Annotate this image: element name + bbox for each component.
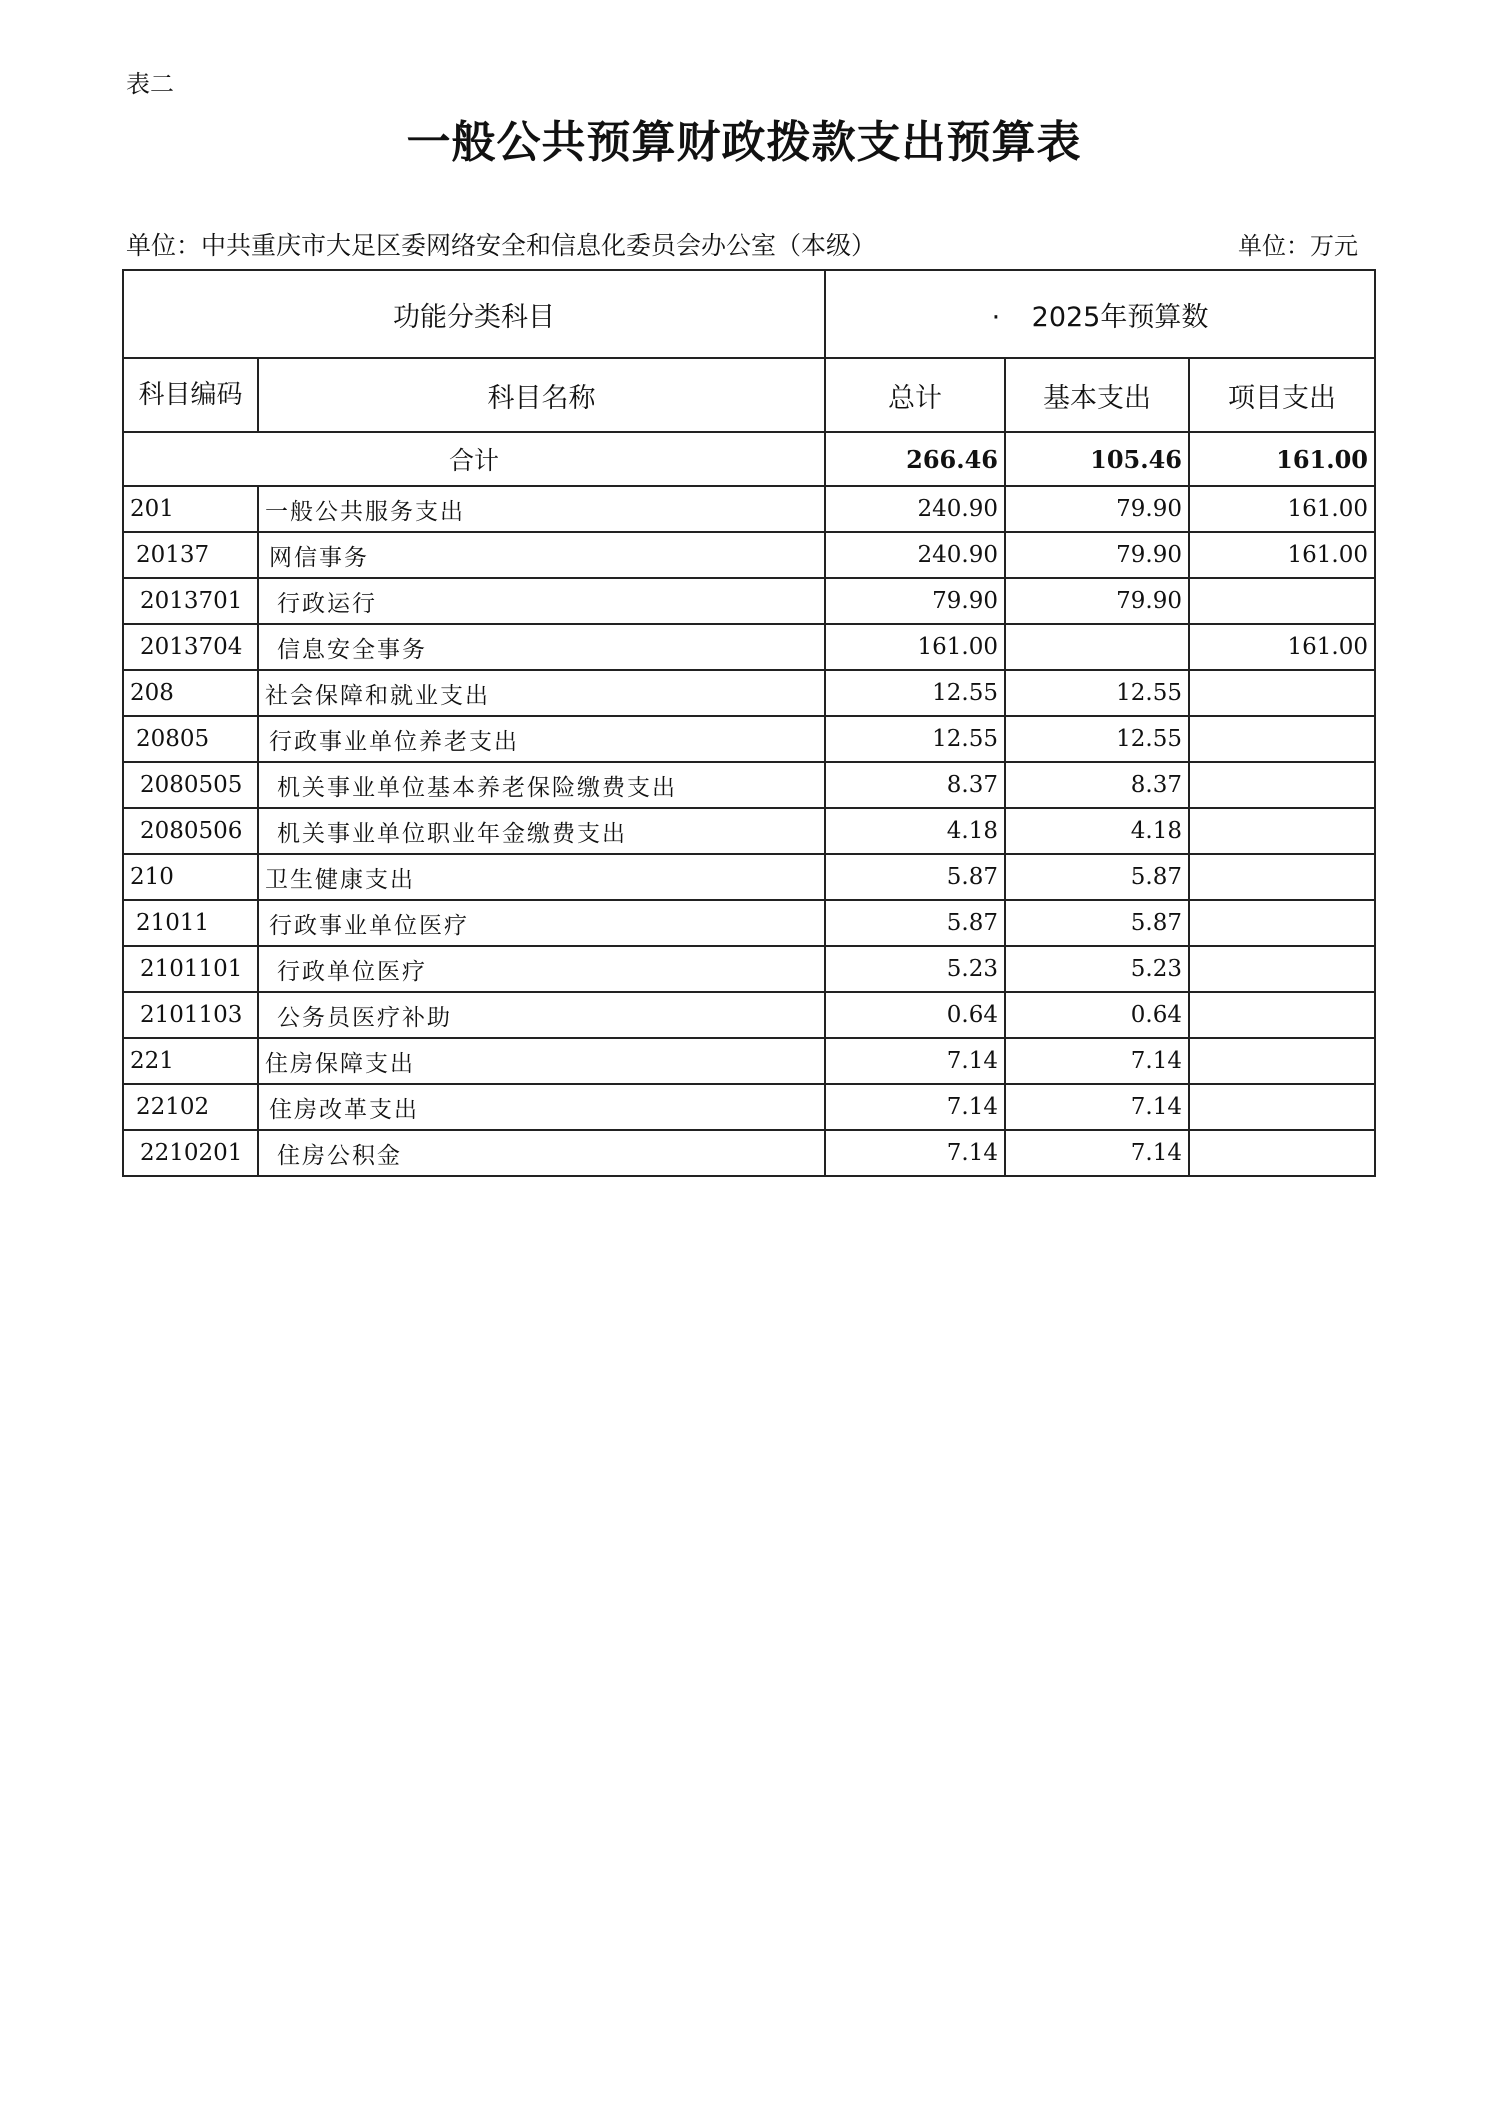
row-total: 5.87 xyxy=(825,854,1005,900)
header-year-budget xyxy=(825,270,1375,358)
total-project: 161.00 xyxy=(1189,432,1375,486)
header-year-budget-mark: · xyxy=(991,301,1001,333)
row-name: 机关事业单位职业年金缴费支出 xyxy=(258,808,825,854)
row-name: 信息安全事务 xyxy=(258,624,825,670)
header-total: 总计 xyxy=(825,358,1005,432)
row-code: 21011 xyxy=(123,900,258,946)
row-total: 240.90 xyxy=(825,532,1005,578)
row-project: 161.00 xyxy=(1189,624,1375,670)
row-project xyxy=(1189,578,1375,624)
row-name: 行政事业单位医疗 xyxy=(258,900,825,946)
row-total: 79.90 xyxy=(825,578,1005,624)
row-project xyxy=(1189,992,1375,1038)
row-basic: 0.64 xyxy=(1005,992,1189,1038)
row-basic: 7.14 xyxy=(1005,1084,1189,1130)
row-project xyxy=(1189,716,1375,762)
row-name: 社会保障和就业支出 xyxy=(258,670,825,716)
table-row xyxy=(123,1038,1375,1084)
row-total: 240.90 xyxy=(825,486,1005,532)
row-total: 12.55 xyxy=(825,716,1005,762)
unit-organization: 单位：中共重庆市大足区委网络安全和信息化委员会办公室（本级） xyxy=(126,231,877,260)
row-basic: 5.87 xyxy=(1005,854,1189,900)
header-project: 项目支出 xyxy=(1189,358,1375,432)
row-total: 4.18 xyxy=(825,808,1005,854)
row-project xyxy=(1189,854,1375,900)
table-row xyxy=(123,1084,1375,1130)
table-row xyxy=(123,670,1375,716)
row-code: 2013701 xyxy=(123,578,258,624)
row-basic: 12.55 xyxy=(1005,670,1189,716)
row-project xyxy=(1189,762,1375,808)
table-row xyxy=(123,486,1375,532)
total-label: 合计 xyxy=(123,432,825,486)
row-basic: 5.87 xyxy=(1005,900,1189,946)
row-name: 行政事业单位养老支出 xyxy=(258,716,825,762)
row-name: 行政运行 xyxy=(258,578,825,624)
table-row xyxy=(123,624,1375,670)
page-title: 一般公共预算财政拨款支出预算表 xyxy=(406,117,1082,168)
row-project xyxy=(1189,946,1375,992)
row-code: 2080506 xyxy=(123,808,258,854)
row-code: 20805 xyxy=(123,716,258,762)
table-row xyxy=(123,716,1375,762)
row-code: 208 xyxy=(123,670,258,716)
total-total: 266.46 xyxy=(825,432,1005,486)
row-project: 161.00 xyxy=(1189,486,1375,532)
row-code: 2080505 xyxy=(123,762,258,808)
table-row xyxy=(123,578,1375,624)
header-row-1 xyxy=(123,270,1375,358)
table-row xyxy=(123,1130,1375,1176)
table-row xyxy=(123,946,1375,992)
row-basic: 79.90 xyxy=(1005,532,1189,578)
row-total: 5.87 xyxy=(825,900,1005,946)
budget-table xyxy=(122,269,1376,1177)
row-total: 7.14 xyxy=(825,1084,1005,1130)
row-basic: 7.14 xyxy=(1005,1130,1189,1176)
table-row xyxy=(123,532,1375,578)
header-row-2 xyxy=(123,358,1375,432)
row-project xyxy=(1189,1038,1375,1084)
total-row xyxy=(123,432,1375,486)
row-basic: 12.55 xyxy=(1005,716,1189,762)
table-row xyxy=(123,808,1375,854)
row-basic: 4.18 xyxy=(1005,808,1189,854)
row-project xyxy=(1189,808,1375,854)
row-basic: 79.90 xyxy=(1005,486,1189,532)
row-project xyxy=(1189,1084,1375,1130)
header-name: 科目名称 xyxy=(258,358,825,432)
table-row xyxy=(123,900,1375,946)
row-code: 22102 xyxy=(123,1084,258,1130)
table-row xyxy=(123,854,1375,900)
total-basic: 105.46 xyxy=(1005,432,1189,486)
row-code: 2101101 xyxy=(123,946,258,992)
row-project xyxy=(1189,670,1375,716)
row-name: 公务员医疗补助 xyxy=(258,992,825,1038)
row-code: 2013704 xyxy=(123,624,258,670)
row-code: 20137 xyxy=(123,532,258,578)
row-total: 7.14 xyxy=(825,1130,1005,1176)
header-year-budget-label: 2025年预算数 xyxy=(1031,301,1209,333)
row-name: 机关事业单位基本养老保险缴费支出 xyxy=(258,762,825,808)
table-row xyxy=(123,762,1375,808)
row-name: 卫生健康支出 xyxy=(258,854,825,900)
row-name: 住房改革支出 xyxy=(258,1084,825,1130)
header-functional-category: 功能分类科目 xyxy=(123,270,825,358)
row-project xyxy=(1189,900,1375,946)
row-total: 12.55 xyxy=(825,670,1005,716)
row-name: 网信事务 xyxy=(258,532,825,578)
row-basic xyxy=(1005,624,1189,670)
row-name: 一般公共服务支出 xyxy=(258,486,825,532)
header-code: 科目编码 xyxy=(123,358,258,432)
row-basic: 79.90 xyxy=(1005,578,1189,624)
row-total: 5.23 xyxy=(825,946,1005,992)
row-total: 0.64 xyxy=(825,992,1005,1038)
row-code: 210 xyxy=(123,854,258,900)
unit-currency: 单位：万元 xyxy=(1238,232,1358,260)
row-total: 7.14 xyxy=(825,1038,1005,1084)
row-code: 201 xyxy=(123,486,258,532)
row-project: 161.00 xyxy=(1189,532,1375,578)
row-basic: 7.14 xyxy=(1005,1038,1189,1084)
row-total: 8.37 xyxy=(825,762,1005,808)
row-code: 221 xyxy=(123,1038,258,1084)
row-name: 行政单位医疗 xyxy=(258,946,825,992)
row-name: 住房公积金 xyxy=(258,1130,825,1176)
header-basic: 基本支出 xyxy=(1005,358,1189,432)
row-code: 2210201 xyxy=(123,1130,258,1176)
row-project xyxy=(1189,1130,1375,1176)
row-basic: 5.23 xyxy=(1005,946,1189,992)
page-label: 表二 xyxy=(126,70,174,98)
table-row xyxy=(123,992,1375,1038)
row-name: 住房保障支出 xyxy=(258,1038,825,1084)
row-basic: 8.37 xyxy=(1005,762,1189,808)
row-code: 2101103 xyxy=(123,992,258,1038)
row-total: 161.00 xyxy=(825,624,1005,670)
